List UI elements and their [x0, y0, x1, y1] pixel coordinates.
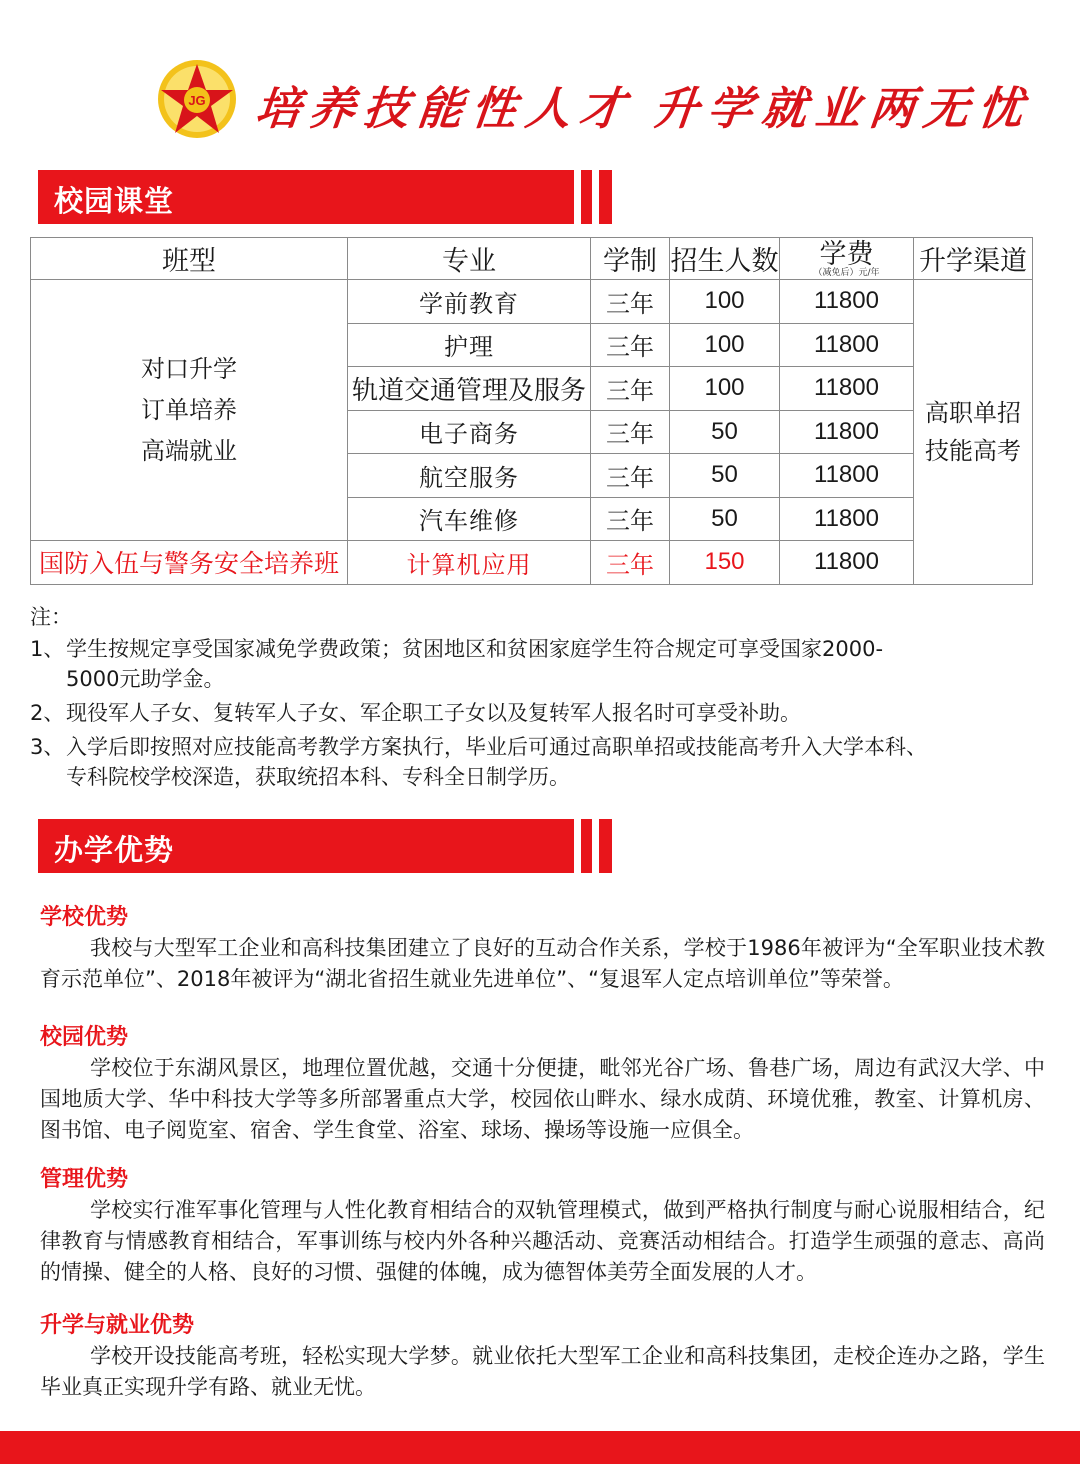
header-channel: 升学渠道: [914, 238, 1033, 280]
school-logo-star-icon: [156, 58, 238, 140]
major-cell: 电子商务: [348, 410, 591, 454]
notes-title: 注：: [30, 605, 72, 629]
advantage-body: 学校开设技能高考班，轻松实现大学梦。就业依托大型军工企业和高科技集团，走校企连办之路，学生毕业真正实现升学有路、就业无忧。: [40, 1344, 1045, 1399]
duration-cell: 三年: [591, 497, 670, 541]
slogan-right: 升学就业两无忧: [650, 82, 1035, 135]
table-row: [31, 280, 1033, 324]
notes: [30, 602, 1050, 796]
table-row-special: [31, 541, 1033, 585]
class-type-line: 订单培养: [141, 395, 237, 424]
enrollment-cell: 50: [670, 410, 780, 454]
advantage-management: [40, 1162, 1045, 1288]
logo-text: JG: [188, 93, 206, 108]
header-major: 专业: [348, 238, 591, 280]
header-duration: 学制: [591, 238, 670, 280]
advantage-body: 学校实行准军事化管理与人性化教育相结合的双轨管理模式，做到严格执行制度与耐心说服相结合，纪律教育与情感教育相结合，军事训练与校内外各种兴趣活动、竞赛活动相结合。打造学生顽强的意志、高尚的情操、健全的人格、良好的习惯、强健的体魄，成为德智体美劳全面发展的人才。: [40, 1198, 1045, 1284]
major-cell: 汽车维修: [348, 497, 591, 541]
enrollment-cell: 100: [670, 323, 780, 367]
enrollment-cell: 150: [670, 541, 780, 585]
page-header: [0, 0, 1080, 150]
header-fee-note: （减免后）元/年: [813, 268, 880, 278]
advantage-heading: 管理优势: [40, 1167, 129, 1192]
slogan: [253, 72, 1036, 137]
fee-cell: 11800: [780, 280, 914, 324]
enrollment-cell: 100: [670, 280, 780, 324]
advantage-heading: 校园优势: [40, 1025, 129, 1050]
fee-cell: 11800: [780, 410, 914, 454]
note-item: [30, 732, 1050, 792]
enrollment-cell: 50: [670, 454, 780, 498]
section-title: 办学优势: [54, 833, 175, 867]
note-text-cont: 5000元助学金。: [66, 667, 225, 691]
fee-cell: 11800: [780, 323, 914, 367]
header-fee: [780, 238, 914, 280]
duration-cell: 三年: [591, 323, 670, 367]
class-type-cell: [31, 280, 348, 541]
note-index: 3、: [30, 735, 65, 759]
advantage-heading: 升学与就业优势: [40, 1313, 195, 1338]
advantage-body: 我校与大型军工企业和高科技集团建立了良好的互动合作关系，学校于1986年被评为“全军职业技术教育示范单位”、2018年被评为“湖北省招生就业先进单位”、“复退军人定点培训单位”等荣誉。: [40, 936, 1045, 991]
duration-cell: 三年: [591, 541, 670, 585]
header-class-type: 班型: [31, 238, 348, 280]
channel-line: 技能高考: [925, 436, 1021, 465]
duration-cell: 三年: [591, 280, 670, 324]
advantage-career: [40, 1308, 1045, 1403]
footer-bar: [0, 1431, 1080, 1464]
major-cell: 学前教育: [348, 280, 591, 324]
section-banner-advantages: [38, 819, 583, 873]
major-cell: 计算机应用: [348, 541, 591, 585]
advantage-campus: [40, 1020, 1045, 1146]
slogan-left: 培养技能性人才: [252, 82, 637, 135]
header-fee-label: 学费: [819, 239, 874, 270]
channel-cell: [914, 280, 1033, 585]
advantage-body: 学校位于东湖风景区，地理位置优越，交通十分便捷，毗邻光谷广场、鲁巷广场，周边有武汉大学、中国地质大学、华中科技大学等多所部署重点大学，校园依山畔水、绿水成荫、环境优雅，教室、计算机房、图书馆、电子阅览室、宿舍、学生食堂、浴室、球场、操场等设施一应俱全。: [40, 1056, 1045, 1142]
advantage-school: [40, 900, 1045, 995]
enrollment-cell: 100: [670, 367, 780, 411]
fee-cell: 11800: [780, 454, 914, 498]
note-text: 学生按规定享受国家减免学费政策；贫困地区和贫困家庭学生符合规定可享受国家2000-: [66, 637, 884, 661]
fee-cell: 11800: [780, 541, 914, 585]
note-index: 1、: [30, 637, 65, 661]
note-text: 入学后即按照对应技能高考教学方案执行，毕业后可通过高职单招或技能高考升入大学本科、: [66, 735, 927, 759]
class-type-line: 高端就业: [141, 436, 237, 465]
note-text-cont: 专科院校学校深造，获取统招本科、专科全日制学历。: [66, 765, 570, 789]
major-cell: 护理: [348, 323, 591, 367]
class-type-line: 对口升学: [141, 354, 237, 383]
major-cell: 轨道交通管理及服务: [348, 367, 591, 411]
enrollment-cell: 50: [670, 497, 780, 541]
advantage-heading: 学校优势: [40, 905, 129, 930]
note-item: [30, 634, 1050, 694]
section-title: 校园课堂: [54, 184, 175, 218]
note-item: [30, 698, 1050, 728]
header-enrollment: 招生人数: [670, 238, 780, 280]
fee-cell: 11800: [780, 497, 914, 541]
duration-cell: 三年: [591, 367, 670, 411]
note-index: 2、: [30, 701, 65, 725]
section-banner-classroom: [38, 170, 583, 224]
duration-cell: 三年: [591, 454, 670, 498]
table-header-row: [31, 238, 1033, 280]
channel-line: 高职单招: [925, 398, 1021, 427]
note-text: 现役军人子女、复转军人子女、军企职工子女以及复转军人报名时可享受补助。: [66, 701, 801, 725]
major-cell: 航空服务: [348, 454, 591, 498]
special-class-type-cell: 国防入伍与警务安全培养班: [31, 541, 348, 585]
fee-cell: 11800: [780, 367, 914, 411]
course-table: [30, 237, 1033, 585]
duration-cell: 三年: [591, 410, 670, 454]
